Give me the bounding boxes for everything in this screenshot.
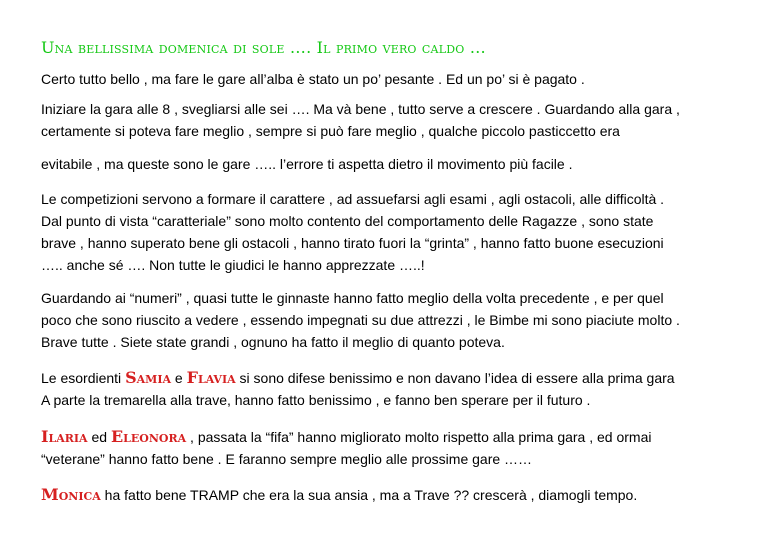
text-line: brave , hanno superato bene gli ostacoli , hanno tirato fuori la “grinta” , hanno fatto buone esecuzioni xyxy=(41,235,664,251)
text-line xyxy=(41,367,675,389)
paragraph-3 xyxy=(41,153,572,175)
text-run: si sono difese benissimo e non davano l’idea di essere alla prima gara xyxy=(235,370,675,386)
paragraph-7 xyxy=(41,426,652,470)
gymnast-name-monica: Monica xyxy=(41,485,101,504)
text-line: “veterane” hanno fatto bene . E faranno sempre meglio alle prossime gare …… xyxy=(41,451,533,467)
text-run: Le esordienti xyxy=(41,370,126,386)
gymnast-name-samia: Samia xyxy=(125,368,172,387)
gymnast-name-eleonora: Eleonora xyxy=(110,427,187,446)
text-line: Iniziare la gara alle 8 , svegliarsi alle sei …. Ma và bene , tutto serve a crescere . Guardando alla gara , xyxy=(41,101,680,117)
text-line xyxy=(41,426,652,448)
paragraph-4 xyxy=(41,188,664,276)
document-title: Una bellissima domenica di sole …. Il primo vero caldo … xyxy=(41,38,486,57)
text-run: e xyxy=(171,370,187,386)
text-line xyxy=(41,484,637,506)
text-line: Certo tutto bello , ma fare le gare all’alba è stato un po’ pesante . Ed un po’ si è pagato . xyxy=(41,71,585,87)
text-line: Guardando ai “numeri” , quasi tutte le ginnaste hanno fatto meglio della volta precedente , e per quel xyxy=(41,290,664,306)
text-line: Le competizioni servono a formare il carattere , ad assuefarsi agli esami , agli ostacoli, alle difficoltà . xyxy=(41,191,665,207)
text-run: ed xyxy=(87,429,111,445)
gymnast-name-flavia: Flavia xyxy=(186,368,236,387)
paragraph-1 xyxy=(41,68,585,90)
paragraph-5 xyxy=(41,287,680,353)
text-line: ….. anche sé …. Non tutte le giudici le hanno apprezzate …..! xyxy=(41,257,425,273)
paragraph-6 xyxy=(41,367,675,411)
text-line: evitabile , ma queste sono le gare ….. l’errore ti aspetta dietro il movimento più facile . xyxy=(41,156,573,172)
text-line: Dal punto di vista “caratteriale” sono molto contento del comportamento delle Ragazze , sono state xyxy=(41,213,654,229)
text-line: Brave tutte . Siete state grandi , ognuno ha fatto il meglio di quanto poteva. xyxy=(41,334,505,350)
text-line: A parte la tremarella alla trave, hanno fatto benissimo , e fanno ben sperare per il futuro . xyxy=(41,392,591,408)
text-run: ha fatto bene TRAMP che era la sua ansia , ma a Trave ?? crescerà , diamogli tempo. xyxy=(100,487,638,503)
paragraph-2 xyxy=(41,98,680,142)
text-line: poco che sono riuscito a vedere , essendo impegnati su due attrezzi , le Bimbe mi sono piaciute molto . xyxy=(41,312,680,328)
text-run: , passata la “fifa” hanno migliorato molto rispetto alla prima gara , ed ormai xyxy=(186,429,652,445)
paragraph-8 xyxy=(41,484,637,506)
gymnast-name-ilaria: Ilaria xyxy=(41,427,88,446)
text-line: certamente si poteva fare meglio , sempre si può fare meglio , qualche piccolo pasticcetto era xyxy=(41,123,620,139)
